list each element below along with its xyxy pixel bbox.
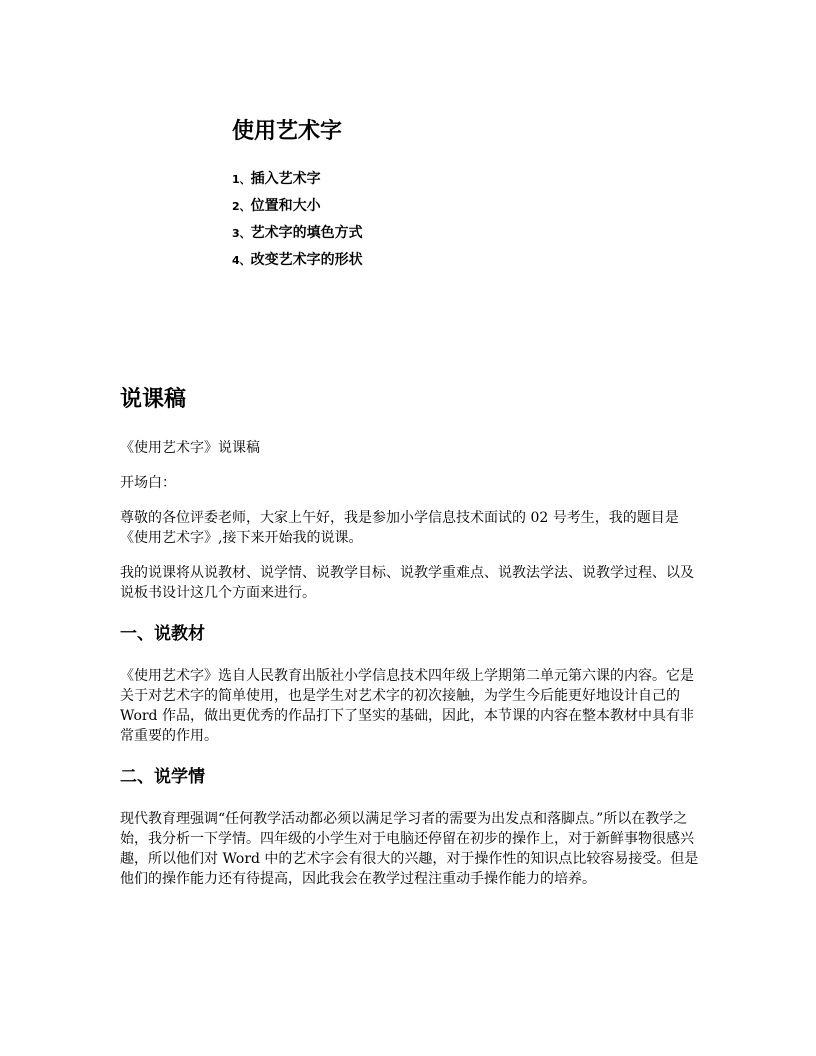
- toc-item-label: 插入艺术字: [250, 171, 321, 187]
- opening-label: 开场白：: [120, 475, 176, 491]
- toc-title: 使用艺术字: [232, 119, 343, 144]
- toc-item-1: [232, 166, 692, 193]
- opening-paragraph: 尊敬的各位评委老师，大家上午好，我是参加小学信息技术面试的 02 号考生，我的题目是《使用艺术字》,接下来开始我的说课。: [120, 510, 679, 546]
- section-heading-textbook: 一、说教材: [120, 624, 205, 644]
- toc-item-2: [232, 193, 692, 220]
- section-paragraph-textbook: 《使用艺术字》选自人民教育出版社小学信息技术四年级上学期第二单元第六课的内容。它是关于对艺术字的简单使用，也是学生对艺术字的初次接触，为学生今后能更好地设计自己的 Word 作品，做出更优秀的作品打下了坚实的基础，因此，本节课的内容在整本教材中具有非常重要的作用。: [120, 668, 694, 744]
- toc-item-4: [232, 247, 692, 274]
- toc-item-label: 艺术字的填色方式: [250, 225, 363, 241]
- toc-list: [232, 166, 692, 274]
- toc-item-3: [232, 220, 692, 247]
- section-paragraph-students: 现代教育理强调“任何教学活动都必须以满足学习者的需要为出发点和落脚点。”所以在教学之始，我分析一下学情。四年级的小学生对于电脑还停留在初步的操作上，对于新鲜事物很感兴趣，所以他们对 Word 中的艺术字会有很大的兴趣，对于操作性的知识点比较容易接受。但是他们的操作能力还有待提高，因此我会在教学过程注重动手操作能力的培养。: [120, 811, 699, 887]
- overview-paragraph: 我的说课将从说教材、说学情、说教学目标、说教学重难点、说教法学法、说教学过程、以及说板书设计这几个方面来进行。: [120, 565, 694, 601]
- table-of-contents: [232, 116, 692, 274]
- toc-item-label: 改变艺术字的形状: [250, 252, 363, 268]
- section-heading-students: 二、说学情: [120, 767, 205, 787]
- toc-item-number: 2、: [232, 200, 251, 213]
- document-title: 说课稿: [120, 387, 187, 412]
- toc-item-number: 3、: [232, 227, 251, 240]
- document-subtitle: 《使用艺术字》说课稿: [120, 440, 260, 456]
- toc-item-number: 1、: [232, 173, 251, 186]
- document-body: [120, 384, 705, 904]
- toc-item-label: 位置和大小: [250, 198, 321, 214]
- toc-item-number: 4、: [232, 254, 251, 267]
